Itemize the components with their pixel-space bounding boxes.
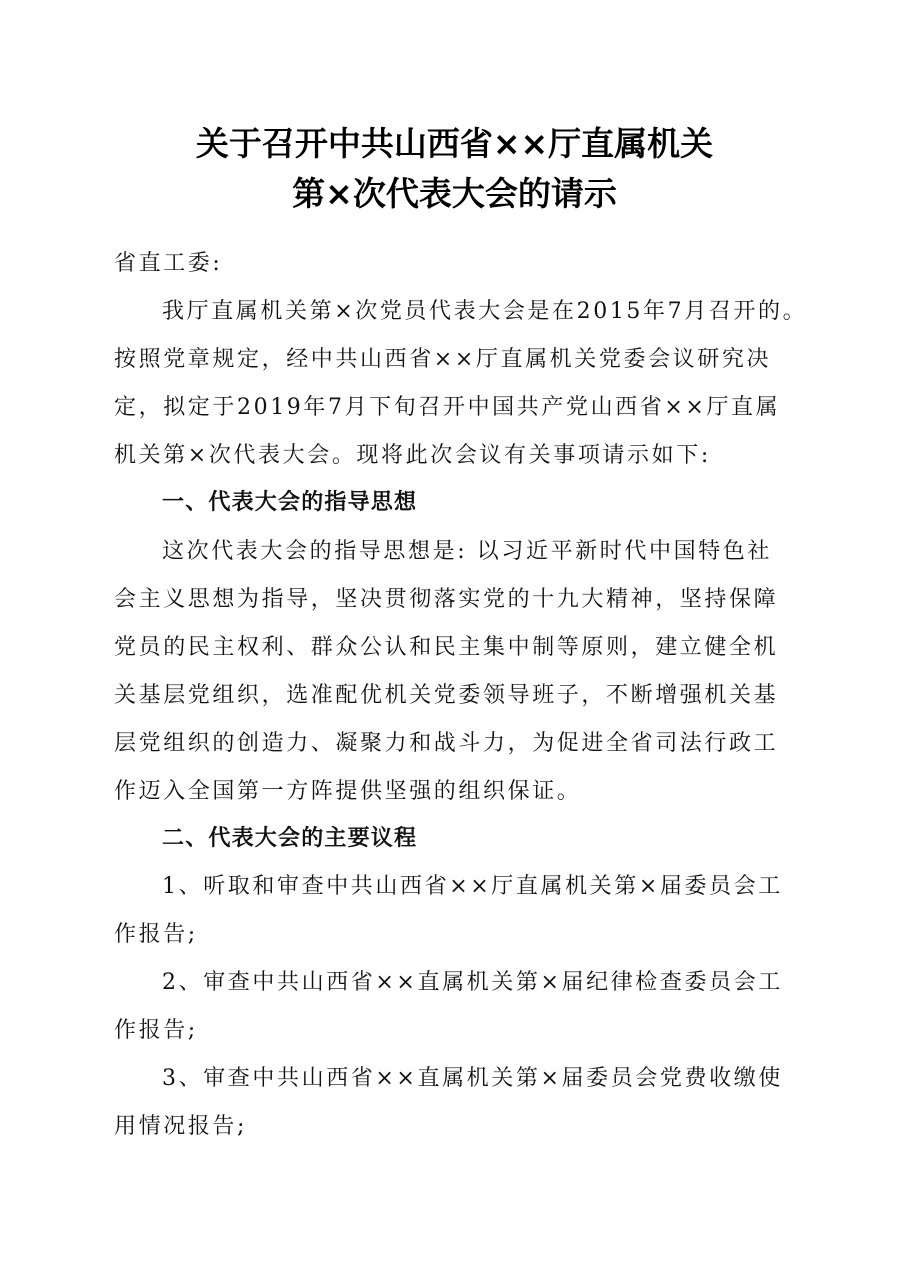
document-title-line-1: 关于召开中共山西省××厅直属机关 — [195, 124, 714, 163]
section-1-line-1: 这次代表大会的指导思想是: 以习近平新时代中国特色社 — [162, 539, 773, 564]
section-1-line-6: 作迈入全国第一方阵提供坚强的组织保证。 — [114, 779, 582, 804]
intro-line-1: 我厅直属机关第×次党员代表大会是在2015年7月召开的。 — [162, 299, 808, 324]
agenda-item-1-line-1: 1、听取和审查中共山西省××厅直属机关第×届委员会工 — [162, 874, 783, 899]
section-1-line-2: 会主义思想为指导，坚决贯彻落实党的十九大精神，坚持保障 — [114, 587, 779, 612]
agenda-item-1-line-2: 作报告; — [114, 922, 198, 947]
agenda-item-3-line-2: 用情况报告; — [114, 1114, 248, 1139]
intro-line-3: 定，拟定于2019年7月下旬召开中国共产党山西省××厅直属 — [114, 395, 781, 420]
section-2-heading: 二、代表大会的主要议程 — [162, 826, 418, 851]
agenda-item-3-line-1: 3、审查中共山西省××直属机关第×届委员会党费收缴使 — [162, 1066, 783, 1091]
intro-line-4: 机关第×次代表大会。现将此次会议有关事项请示如下: — [114, 443, 711, 468]
section-1-line-3: 党员的民主权利、群众公认和民主集中制等原则，建立健全机 — [114, 635, 779, 660]
intro-line-2: 按照党章规定，经中共山西省××厅直属机关党委会议研究决 — [114, 347, 772, 372]
document-title-line-2: 第×次代表大会的请示 — [292, 174, 617, 213]
agenda-item-2-line-1: 2、审查中共山西省××直属机关第×届纪律检查委员会工 — [162, 970, 783, 995]
section-1-line-5: 层党组织的创造力、凝聚力和战斗力，为促进全省司法行政工 — [114, 731, 779, 756]
salutation: 省直工委: — [114, 251, 223, 276]
section-1-line-4: 关基层党组织，选准配优机关党委领导班子，不断增强机关基 — [114, 683, 779, 708]
section-1-heading: 一、代表大会的指导思想 — [162, 490, 418, 515]
agenda-item-2-line-2: 作报告; — [114, 1018, 198, 1043]
